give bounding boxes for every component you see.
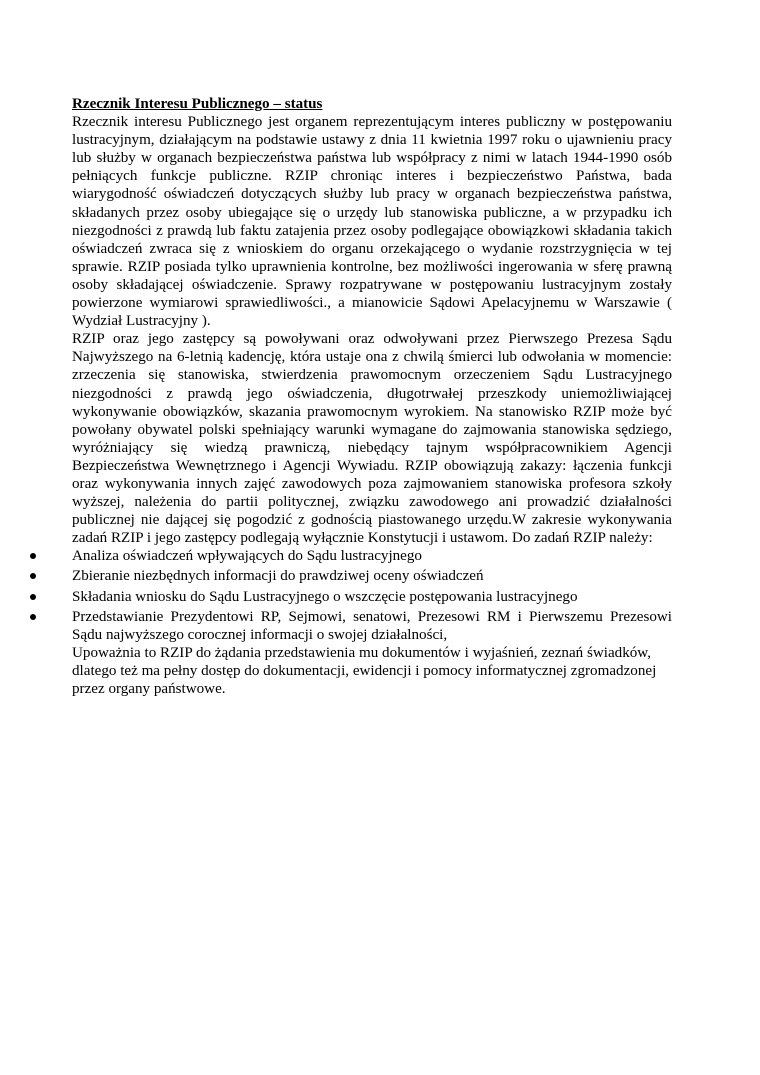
list-item <box>72 588 672 606</box>
bullet-icon <box>30 573 36 579</box>
list-item-text: Analiza oświadczeń wpływających do Sądu lustracyjnego <box>72 548 422 565</box>
bullet-icon <box>30 553 36 559</box>
list-item-text: Zbieranie niezbędnych informacji do prawdziwej oceny oświadczeń <box>72 568 484 585</box>
closing-paragraph: Upoważnia to RZIP do żądania przedstawienia mu dokumentów i wyjaśnień, zeznań świadków, dlatego też ma pełny dostęp do dokumentacji, ewidencji i pomocy informatycznej zgromadzonej przez organy państwowe. <box>72 644 657 697</box>
list-item-text: Składania wniosku do Sądu Lustracyjnego o wszczęcie postępowania lustracyjnego <box>72 588 578 605</box>
list-item-text: Przedstawianie Prezydentowi RP, Sejmowi, senatowi, Prezesowi RM i Pierwszemu Prezesowi Sądu najwyższego corocznej informacji o swojej działalności, <box>72 608 672 643</box>
bullet-icon <box>30 594 36 600</box>
list-item <box>72 608 672 698</box>
document-body <box>72 95 672 700</box>
duties-list <box>72 547 672 698</box>
paragraph-1: Rzecznik interesu Publicznego jest organem reprezentującym interes publiczny w postępowaniu lustracyjnym, działającym na podstawie ustawy z dnia 11 kwietnia 1997 roku o ujawnieniu pracy lub służby w organach bezpieczeństwa państwa lub współpracy z nimi w latach 1944-1990 osób pełniących funkcje publiczne. RZIP chroniąc interes i bezpieczeństwo Państwa, bada wiarygodność oświadczeń dotyczących służby lub pracy w organach bezpieczeństwa państwa, składanych przez osoby ubiegające się o urzędy lub stanowiska publiczne, a w przypadku ich niezgodności z prawdą lub faktu zatajenia przez osoby podlegające obowiązkowi składania takich oświadczeń zwraca się z wnioskiem do organu orzekającego o wydanie rozstrzygnięcia w tej sprawie. RZIP posiada tylko uprawnienia kontrolne, bez możliwości ingerowania w sferę prawną osoby składającej oświadczenie. Sprawy rozpatrywane w postępowaniu lustracyjnym zostały powierzone wymiarowi sprawiedliwości., a mianowicie Sądowi Apelacyjnemu w Warszawie ( Wydział Lustracyjny ). <box>72 114 672 330</box>
bullet-icon <box>30 614 36 620</box>
document-title: Rzecznik Interesu Publicznego – status <box>72 96 323 112</box>
paragraph-2: RZIP oraz jego zastępcy są powoływani oraz odwoływani przez Pierwszego Prezesa Sądu Najwyższego na 6-letnią kadencję, która ustaje ona z chwilą śmierci lub odwołania w momencie: zrzeczenia się stanowiska, stwierdzenia prawomocnym orzeczeniem Sądu Lustracyjnego niezgodności z prawdą jego oświadczenia, długotrwałej przeszkody uniemożliwiającej wykonywanie obowiązków, skazania prawomocnym wyrokiem. Na stanowisko RZIP może być powołany obywatel polski spełniający warunki wymagane do zajmowania stanowiska sędziego, wyróżniający się wiedzą prawniczą, niebędący tajnym współpracownikiem Agencji Bezpieczeństwa Wewnętrznego i Agencji Wywiadu. RZIP obowiązują zakazy: łączenia funkcji oraz wykonywania innych zajęć zawodowych poza zajmowaniem stanowiska profesora szkoły wyższej, należenia do partii politycznej, związku zawodowego ani prowadzić działalności publicznej nie dającej się pogodzić z godnością piastowanego urzędu.W zakresie wykonywania zadań RZIP i jego zastępcy podlegają wyłącznie Konstytucji i ustawom. Do zadań RZIP należy: <box>72 331 672 547</box>
list-item <box>72 547 672 565</box>
list-item <box>72 567 672 585</box>
